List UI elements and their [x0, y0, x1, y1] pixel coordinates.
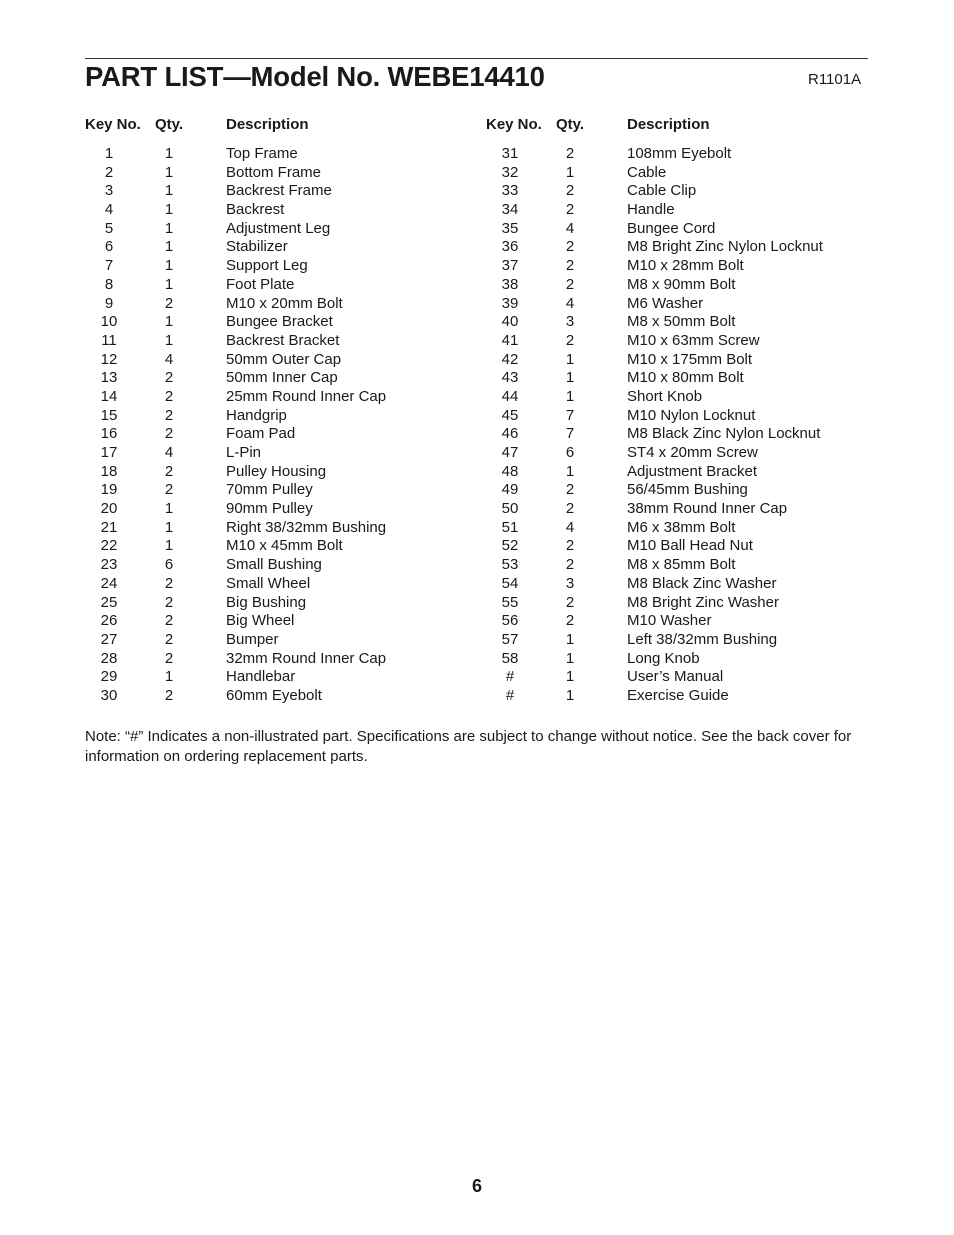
part-description: Stabilizer	[226, 238, 288, 256]
part-qty: 1	[164, 182, 174, 200]
part-key-no: 12	[100, 350, 118, 368]
part-description: M8 Black Zinc Nylon Locknut	[627, 425, 821, 443]
part-description: Handle	[627, 201, 675, 219]
part-qty: 7	[565, 406, 575, 424]
part-description: Small Bushing	[226, 556, 322, 574]
part-key-no: 27	[100, 630, 118, 648]
part-description: Backrest	[226, 201, 285, 219]
part-qty: 1	[565, 630, 575, 648]
part-key-no: 56	[501, 612, 519, 630]
part-key-no: 38	[501, 275, 519, 293]
part-description: 38mm Round Inner Cap	[627, 500, 788, 518]
page-title: PART LIST—Model No. WEBE14410	[85, 61, 545, 92]
part-key-no: 19	[100, 481, 118, 499]
part-qty: 2	[565, 182, 575, 200]
part-key-no: 8	[104, 275, 114, 293]
part-qty: 1	[164, 668, 174, 686]
part-key-no: 55	[501, 593, 519, 611]
part-key-no: 41	[501, 331, 519, 349]
part-qty: 1	[164, 219, 174, 237]
part-key-no: 33	[501, 182, 519, 200]
part-description: M6 x 38mm Bolt	[627, 518, 736, 536]
part-qty: 1	[565, 163, 575, 181]
part-key-no: 42	[501, 350, 519, 368]
part-qty: 2	[565, 257, 575, 275]
part-description: Cable	[627, 163, 667, 181]
part-key-no: 48	[501, 462, 519, 480]
part-qty: 7	[565, 425, 575, 443]
part-description: 56/45mm Bushing	[627, 481, 748, 499]
part-key-no: 30	[100, 686, 118, 704]
part-key-no: 39	[501, 294, 519, 312]
part-key-no: 36	[501, 238, 519, 256]
part-description: Exercise Guide	[627, 686, 729, 704]
part-key-no: 35	[501, 219, 519, 237]
part-description: M8 Bright Zinc Nylon Locknut	[627, 238, 823, 256]
part-qty: 2	[565, 145, 575, 162]
part-qty: 1	[565, 369, 575, 387]
part-key-no: 17	[100, 444, 118, 461]
part-description: Bungee Cord	[627, 219, 716, 237]
part-qty: 2	[565, 331, 575, 349]
part-qty: 2	[164, 406, 174, 424]
part-description: Adjustment Bracket	[627, 462, 758, 480]
part-qty: 1	[565, 686, 575, 704]
part-qty: 3	[565, 313, 575, 331]
part-description: M10 Ball Head Nut	[627, 537, 753, 555]
header-qty: Qty.	[155, 116, 184, 133]
part-key-no: 32	[501, 163, 519, 181]
part-description: M10 x 80mm Bolt	[627, 369, 744, 387]
part-qty: 2	[164, 481, 174, 499]
part-description: Left 38/32mm Bushing	[627, 630, 778, 648]
top-rule	[85, 58, 868, 59]
part-key-no: 46	[501, 425, 519, 443]
part-qty: 1	[164, 500, 174, 518]
part-description: 50mm Inner Cap	[226, 369, 338, 387]
part-key-no: #	[505, 668, 515, 686]
part-key-no: 10	[100, 313, 118, 331]
part-qty: 4	[565, 219, 575, 237]
part-description: Short Knob	[627, 387, 703, 405]
part-qty: 2	[164, 574, 174, 592]
part-qty: 2	[164, 462, 174, 480]
part-qty: 1	[164, 313, 174, 331]
part-description: 108mm Eyebolt	[627, 145, 732, 162]
part-description: Top Frame	[226, 145, 298, 162]
part-description: Cable Clip	[627, 182, 697, 200]
part-description: M10 x 63mm Screw	[627, 331, 760, 349]
footnote: Note: “#” Indicates a non-illustrated part. Specifications are subject to change without notice. See the back cover for information on ordering replacement parts.	[85, 728, 852, 765]
header-qty: Qty.	[556, 116, 585, 133]
part-description: 50mm Outer Cap	[226, 350, 342, 368]
part-description: Handgrip	[226, 406, 287, 424]
part-qty: 1	[565, 462, 575, 480]
part-description: M10 x 28mm Bolt	[627, 257, 744, 275]
part-description: Bungee Bracket	[226, 313, 333, 331]
part-description: M10 x 20mm Bolt	[226, 294, 343, 312]
part-qty: 2	[565, 537, 575, 555]
part-key-no: 21	[100, 518, 118, 536]
part-qty: 2	[164, 593, 174, 611]
part-description: M8 Black Zinc Washer	[627, 574, 777, 592]
part-key-no: 37	[501, 257, 519, 275]
part-qty: 2	[565, 612, 575, 630]
part-qty: 4	[164, 350, 174, 368]
part-qty: 2	[565, 238, 575, 256]
part-qty: 2	[565, 500, 575, 518]
part-key-no: 15	[100, 406, 118, 424]
part-qty: 2	[565, 593, 575, 611]
part-qty: 2	[164, 612, 174, 630]
part-qty: 2	[164, 387, 174, 405]
part-qty: 6	[164, 556, 174, 574]
part-qty: 1	[164, 537, 174, 555]
part-description: Bumper	[226, 630, 279, 648]
part-key-no: 3	[104, 182, 114, 200]
part-description: Adjustment Leg	[226, 219, 331, 237]
part-description: 25mm Round Inner Cap	[226, 387, 387, 405]
page-number: 6	[471, 1176, 482, 1196]
part-key-no: 9	[104, 294, 114, 312]
part-qty: 1	[164, 145, 174, 162]
part-key-no: 16	[100, 425, 118, 443]
header-key-no: Key No.	[486, 116, 542, 133]
part-qty: 2	[565, 556, 575, 574]
part-key-no: 28	[100, 649, 118, 667]
part-description: Support Leg	[226, 257, 308, 275]
part-qty: 1	[164, 163, 174, 181]
part-description: M8 Bright Zinc Washer	[627, 593, 779, 611]
part-key-no: 4	[104, 201, 114, 219]
part-description: Backrest Frame	[226, 182, 332, 200]
part-key-no: 7	[104, 257, 114, 275]
part-description: Handlebar	[226, 668, 296, 686]
part-qty: 2	[164, 686, 174, 704]
part-qty: 2	[164, 649, 174, 667]
part-description: M8 x 90mm Bolt	[627, 275, 736, 293]
part-qty: 2	[164, 630, 174, 648]
part-key-no: 22	[100, 537, 118, 555]
part-key-no: 18	[100, 462, 118, 480]
part-description: M8 x 85mm Bolt	[627, 556, 736, 574]
part-key-no: 14	[100, 387, 118, 405]
part-qty: 1	[565, 350, 575, 368]
part-qty: 2	[164, 369, 174, 387]
part-qty: 4	[565, 518, 575, 536]
part-key-no: 47	[501, 444, 519, 461]
part-key-no: 23	[100, 556, 118, 574]
part-key-no: 29	[100, 668, 118, 686]
part-description: M10 x 45mm Bolt	[226, 537, 343, 555]
part-description: 32mm Round Inner Cap	[226, 649, 387, 667]
document-code: R1101A	[808, 71, 862, 88]
part-qty: 2	[565, 275, 575, 293]
part-description: Big Bushing	[226, 593, 307, 611]
part-qty: 1	[164, 518, 174, 536]
part-description: M8 x 50mm Bolt	[627, 313, 736, 331]
part-key-no: 2	[104, 163, 114, 181]
part-key-no: 51	[501, 518, 519, 536]
part-qty: 2	[164, 425, 174, 443]
part-description: 90mm Pulley	[226, 500, 313, 518]
part-description: M10 x 175mm Bolt	[627, 350, 753, 368]
part-description: Foam Pad	[226, 425, 296, 443]
part-description: M10 Nylon Locknut	[627, 406, 756, 424]
header-key-no: Key No.	[85, 116, 141, 133]
part-description: Small Wheel	[226, 574, 311, 592]
part-qty: 2	[164, 294, 174, 312]
part-qty: 4	[164, 444, 174, 461]
part-key-no: 54	[501, 574, 519, 592]
part-qty: 1	[164, 201, 174, 219]
part-key-no: 1	[104, 145, 114, 162]
part-qty: 1	[565, 649, 575, 667]
header-description: Description	[226, 116, 309, 133]
part-key-no: 44	[501, 387, 519, 405]
header-description: Description	[627, 116, 710, 133]
part-key-no: 11	[101, 331, 117, 349]
part-qty: 6	[565, 444, 575, 461]
part-key-no: 52	[501, 537, 519, 555]
part-key-no: 49	[501, 481, 519, 499]
part-key-no: 26	[100, 612, 118, 630]
part-qty: 4	[565, 294, 575, 312]
part-description: M10 Washer	[627, 612, 712, 630]
part-key-no: 24	[100, 574, 118, 592]
part-description: Right 38/32mm Bushing	[226, 518, 387, 536]
part-key-no: #	[505, 686, 515, 704]
part-description: Big Wheel	[226, 612, 295, 630]
part-key-no: 25	[100, 593, 118, 611]
part-qty: 1	[565, 387, 575, 405]
part-qty: 1	[565, 668, 575, 686]
part-description: Pulley Housing	[226, 462, 327, 480]
part-key-no: 57	[501, 630, 519, 648]
part-key-no: 6	[104, 238, 114, 256]
part-description: User’s Manual	[627, 668, 724, 686]
part-qty: 3	[565, 574, 575, 592]
part-qty: 1	[164, 238, 174, 256]
part-key-no: 43	[501, 369, 519, 387]
part-description: 60mm Eyebolt	[226, 686, 322, 704]
part-qty: 1	[164, 257, 174, 275]
part-description: ST4 x 20mm Screw	[627, 444, 758, 461]
part-key-no: 34	[501, 201, 519, 219]
part-key-no: 40	[501, 313, 519, 331]
part-description: Bottom Frame	[226, 163, 322, 181]
part-description: 70mm Pulley	[226, 481, 313, 499]
part-key-no: 13	[100, 369, 118, 387]
part-description: Foot Plate	[226, 275, 295, 293]
part-key-no: 58	[501, 649, 519, 667]
part-key-no: 31	[501, 145, 519, 162]
part-qty: 1	[164, 331, 174, 349]
part-description: Backrest Bracket	[226, 331, 340, 349]
part-description: Long Knob	[627, 649, 700, 667]
part-key-no: 45	[501, 406, 519, 424]
part-description: M6 Washer	[627, 294, 704, 312]
part-qty: 2	[565, 481, 575, 499]
part-qty: 2	[565, 201, 575, 219]
part-key-no: 5	[104, 219, 114, 237]
part-key-no: 50	[501, 500, 519, 518]
part-description: L-Pin	[226, 444, 262, 461]
part-qty: 1	[164, 275, 174, 293]
part-key-no: 20	[100, 500, 118, 518]
part-key-no: 53	[501, 556, 519, 574]
